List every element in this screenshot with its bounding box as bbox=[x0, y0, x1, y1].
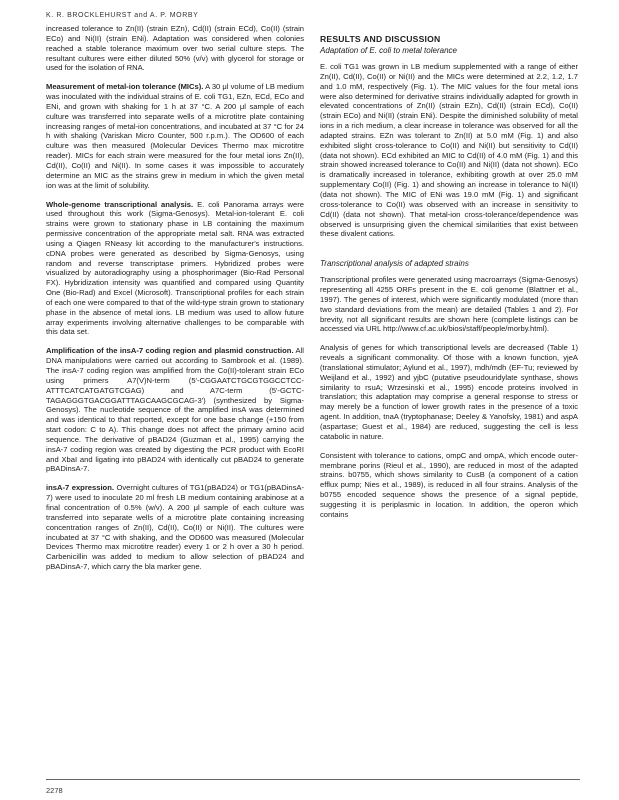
section-title: RESULTS AND DISCUSSION bbox=[320, 34, 441, 44]
amp-text: All DNA manipulations were carried out according to Sambrook et al. (1989). The insA-7 coding region was amplified from the Co(II)-tolerant strain ECo using primers A7(V)N-term (5'-CGGAATCTGCGTGGCCTCC-ATTTCATCATGATGTCGAG) and A7C-term (5'-GCTC-TAGAGGGTGACGGATTTAGCAAGCGCAG-3') (synthesized by Sigma-Genosys). The nucleotide sequence of the amplified insA was determined and was identical to that reported, except for one base change (+150 from start codon: C to A). This change does not affect the primary amino acid sequence. The derivative of pBAD24 (Guzman et al., 1995) carrying the insA-7 coding region was created by digesting the PCR product with EcoRI and XbaI and ligating into pBAD24 with identically cut pBAD24 to generate pBADinsA-7. bbox=[46, 346, 304, 474]
intro-text: increased tolerance to Zn(II) (strain EZn), Cd(II) (strain ECd), Co(II) (strain ECo) and Ni(II) (strain ENi). Adaptation was considered when colonies reached a stable tolerance maximum over two serial culture steps. The resultant cultures were either diluted 50% (v/v) with glycerol for storage or used for the isolation of RNA. bbox=[46, 24, 304, 73]
expr-text: Overnight cultures of TG1(pBAD24) or TG1(pBADinsA-7) were used to inoculate 20 ml fresh LB medium containing arabinose at a final concentration of 0.5% (w/v). A 200 μl sample of each culture was transferred into separate wells of a microtitre plate containing increasing concentration ranges of Zn(II), Cd(II), Co(II) or Ni(II). The cultures were incubated at 37 °C with shaking, and the OD600 was measured (Molecular Devices Thermo max microtitre reader) every 1 or 2 h over a 30 h period. Carbenicillin was added to medium to allow selection of pBAD24 and pBADinsA-7, which carry the bla marker gene. bbox=[46, 483, 304, 572]
adaptation-text: E. coli TG1 was grown in LB medium supplemented with a range of either Zn(II), Cd(II), Co(II) or Ni(II) and the MICs were determined at 2.2, 1.2, 1.7 and 1.0 mM, respectively (Fig. 1). The MIC values for the four metal ions were also determined for derivative strains individually adapted for growth in elevated concentrations of Zn(II) (strain EZn), Cd(II) (strain ECd), Co(II) (strain ECo) and Ni(II) (strain ENi). Despite the diminished solubility of metal ions in a rich medium, a clear increase in tolerance was observed for all the adapted strains. EZn was tolerant to Zn(II) at 5.0 mM (Fig. 1) and also exhibited slight cross-tolerance to Co(II) and Ni(II) but sensitivity to Cd(II) (data not shown). ECd exhibited an MIC to Cd(II) of 4.0 mM (Fig. 1) and this strain showed increased tolerance to Co(II) and Ni(II) (data not shown). ECo is dramatically increased in tolerance, exhibiting growth at over 25.0 mM supplementary Co(II) (Fig. 1) and showing an increase in tolerance to Ni(II) (data not shown). The MIC of ENi was 19.0 mM (Fig. 1) and significant cross-tolerance to Co(II) was observed with an increase in sensitivity to Cd(II) (data not shown). That metal-ion cross-tolerance/dependence was observed is unsurprising given the chemical similarities that exist between these divalent cations. bbox=[320, 62, 578, 239]
amp-paragraph bbox=[46, 346, 304, 474]
subsection-transcriptional: Transcriptional analysis of adapted strains bbox=[320, 259, 469, 269]
footer-rule bbox=[46, 779, 580, 780]
amp-heading: Amplification of the insA-7 coding region and plasmid construction. bbox=[46, 346, 294, 356]
expr-heading: insA-7 expression. bbox=[46, 483, 114, 493]
left-column bbox=[46, 24, 304, 572]
wg-heading: Whole-genome transcriptional analysis. bbox=[46, 199, 194, 209]
adaptation-paragraph bbox=[320, 62, 578, 239]
mic-text: A 30 μl volume of LB medium was inoculated with the individual strains of E. coli TG1, EZn, ECd, ECo and ENi, and grown with shaking for 1 h at 37 °C. A 200 μl sample of each culture was transferred into separate wells of a microtitre plate containing increasing ranges of metal-ion concentrations, and incubated at 37 °C for 24 h with shaking (Variskan Micro Counter, 500 r.p.m.). The OD600 of each culture was then measured (Molecular Devices Thermo max microtitre reader). MICs for each strain were measured for the four metal ions Zn(II), Cd(II), Co(II) and Ni(II). In some cases it was impossible to accurately determine an MIC as the strains grew in medium in which the given metal ion was at the limit of solubility. bbox=[46, 82, 305, 190]
whole-genome-methods bbox=[46, 200, 304, 338]
mic-heading: Measurement of metal-ion tolerance (MICs). bbox=[46, 82, 204, 92]
subsection-adaptation: Adaptation of E. coli to metal tolerance bbox=[320, 46, 457, 55]
transcriptional-paragraph-1 bbox=[320, 275, 578, 334]
running-header: K. R. BROCKLEHURST and A. P. MORBY bbox=[46, 12, 199, 19]
mic-paragraph bbox=[46, 82, 304, 190]
transcriptional-paragraph-2 bbox=[320, 343, 578, 441]
mic-methods bbox=[46, 82, 304, 190]
expr-paragraph bbox=[46, 483, 304, 572]
wg-text: E. coli Panorama arrays were used throughout this work (Sigma-Genosys). Metal-ion-tolerant E. coli strains were grown to stationary phase in LB containing the maximum permissive concentration of the appropriate metal salt. RNA was extracted using a Qiagen RNeasy kit according to the manufacturer's instructions. cDNA probes were generated as described by Sigma-Genosys, using random and reverse transcriptase primers. Hybridized probes were visualized by autoradiography using a phosphorimager (Bio-Rad Personal FX). Hybridization intensity was quantified and compared using Quantity One (Bio-Rad) and Excel (Microsoft). Transcriptional profiles for each strain of each one were compared to that of the wild-type strain grown to stationary phase in the absence of metal ions. LB medium was used to allow future array experiments involving alternative challenges to be comparable with this data set. bbox=[46, 199, 304, 337]
wg-paragraph bbox=[46, 200, 304, 338]
transcriptional-text-1: Transcriptional profiles were generated using macroarrays (Sigma-Genosys) representing all 4255 ORFs present in the E. coli genome (Blattner et al., 1997). The genes of interest, which were significantly modulated (more than two standard deviations from the mean) are detailed (Tables 1 and 2). For brevity, not all significant results are shown here (complete listings can be accessed via URL http://www.cf.ac.uk/biosi/staff/people/morby.html). bbox=[320, 275, 578, 334]
intro-paragraph bbox=[46, 24, 304, 73]
transcriptional-text-3: Consistent with tolerance to cations, ompC and ompA, which encode outer-membrane porins (Rieul et al., 1990), are reduced in most of the adapted strains. b0755, which shows similarity to CusB (a component of a cation efflux pump; Nies et al., 1989), is reduced in all four strains. Analysis of the b0755 encoded sequence shows the presence of a signal peptide, suggesting it is periplasmic in location. In addition, the operon which contains bbox=[320, 450, 578, 519]
transcriptional-text-2: Analysis of genes for which transcriptional levels are decreased (Table 1) reveals a significant commonality. Of those with a known function, yjeA (translational stimulator; Aylund et al., 1997), mdh/mdh (EF-Tu; reviewed by Weijland et al., 1992) and yjbC (putative pseudouridylate synthase, shows similarity to rsuA; Wrzesinski et al., 1995) encode proteins involved in translation; this adaptation may comprise a general response to stress or may merely be a function of lower growth rates in the presence of a toxic agent. In addition, tnaA (tryptophanase; Deeley & Yanofsky, 1981) and aspA (aspartase; Guest et al., 1984) are reduced, suggesting the cell is less catabolic in nature. bbox=[320, 343, 578, 441]
page-number: 2278 bbox=[46, 786, 63, 795]
right-column bbox=[320, 24, 578, 520]
transcriptional-paragraph-3 bbox=[320, 451, 578, 520]
amplification-methods bbox=[46, 346, 304, 474]
expression-methods bbox=[46, 483, 304, 572]
